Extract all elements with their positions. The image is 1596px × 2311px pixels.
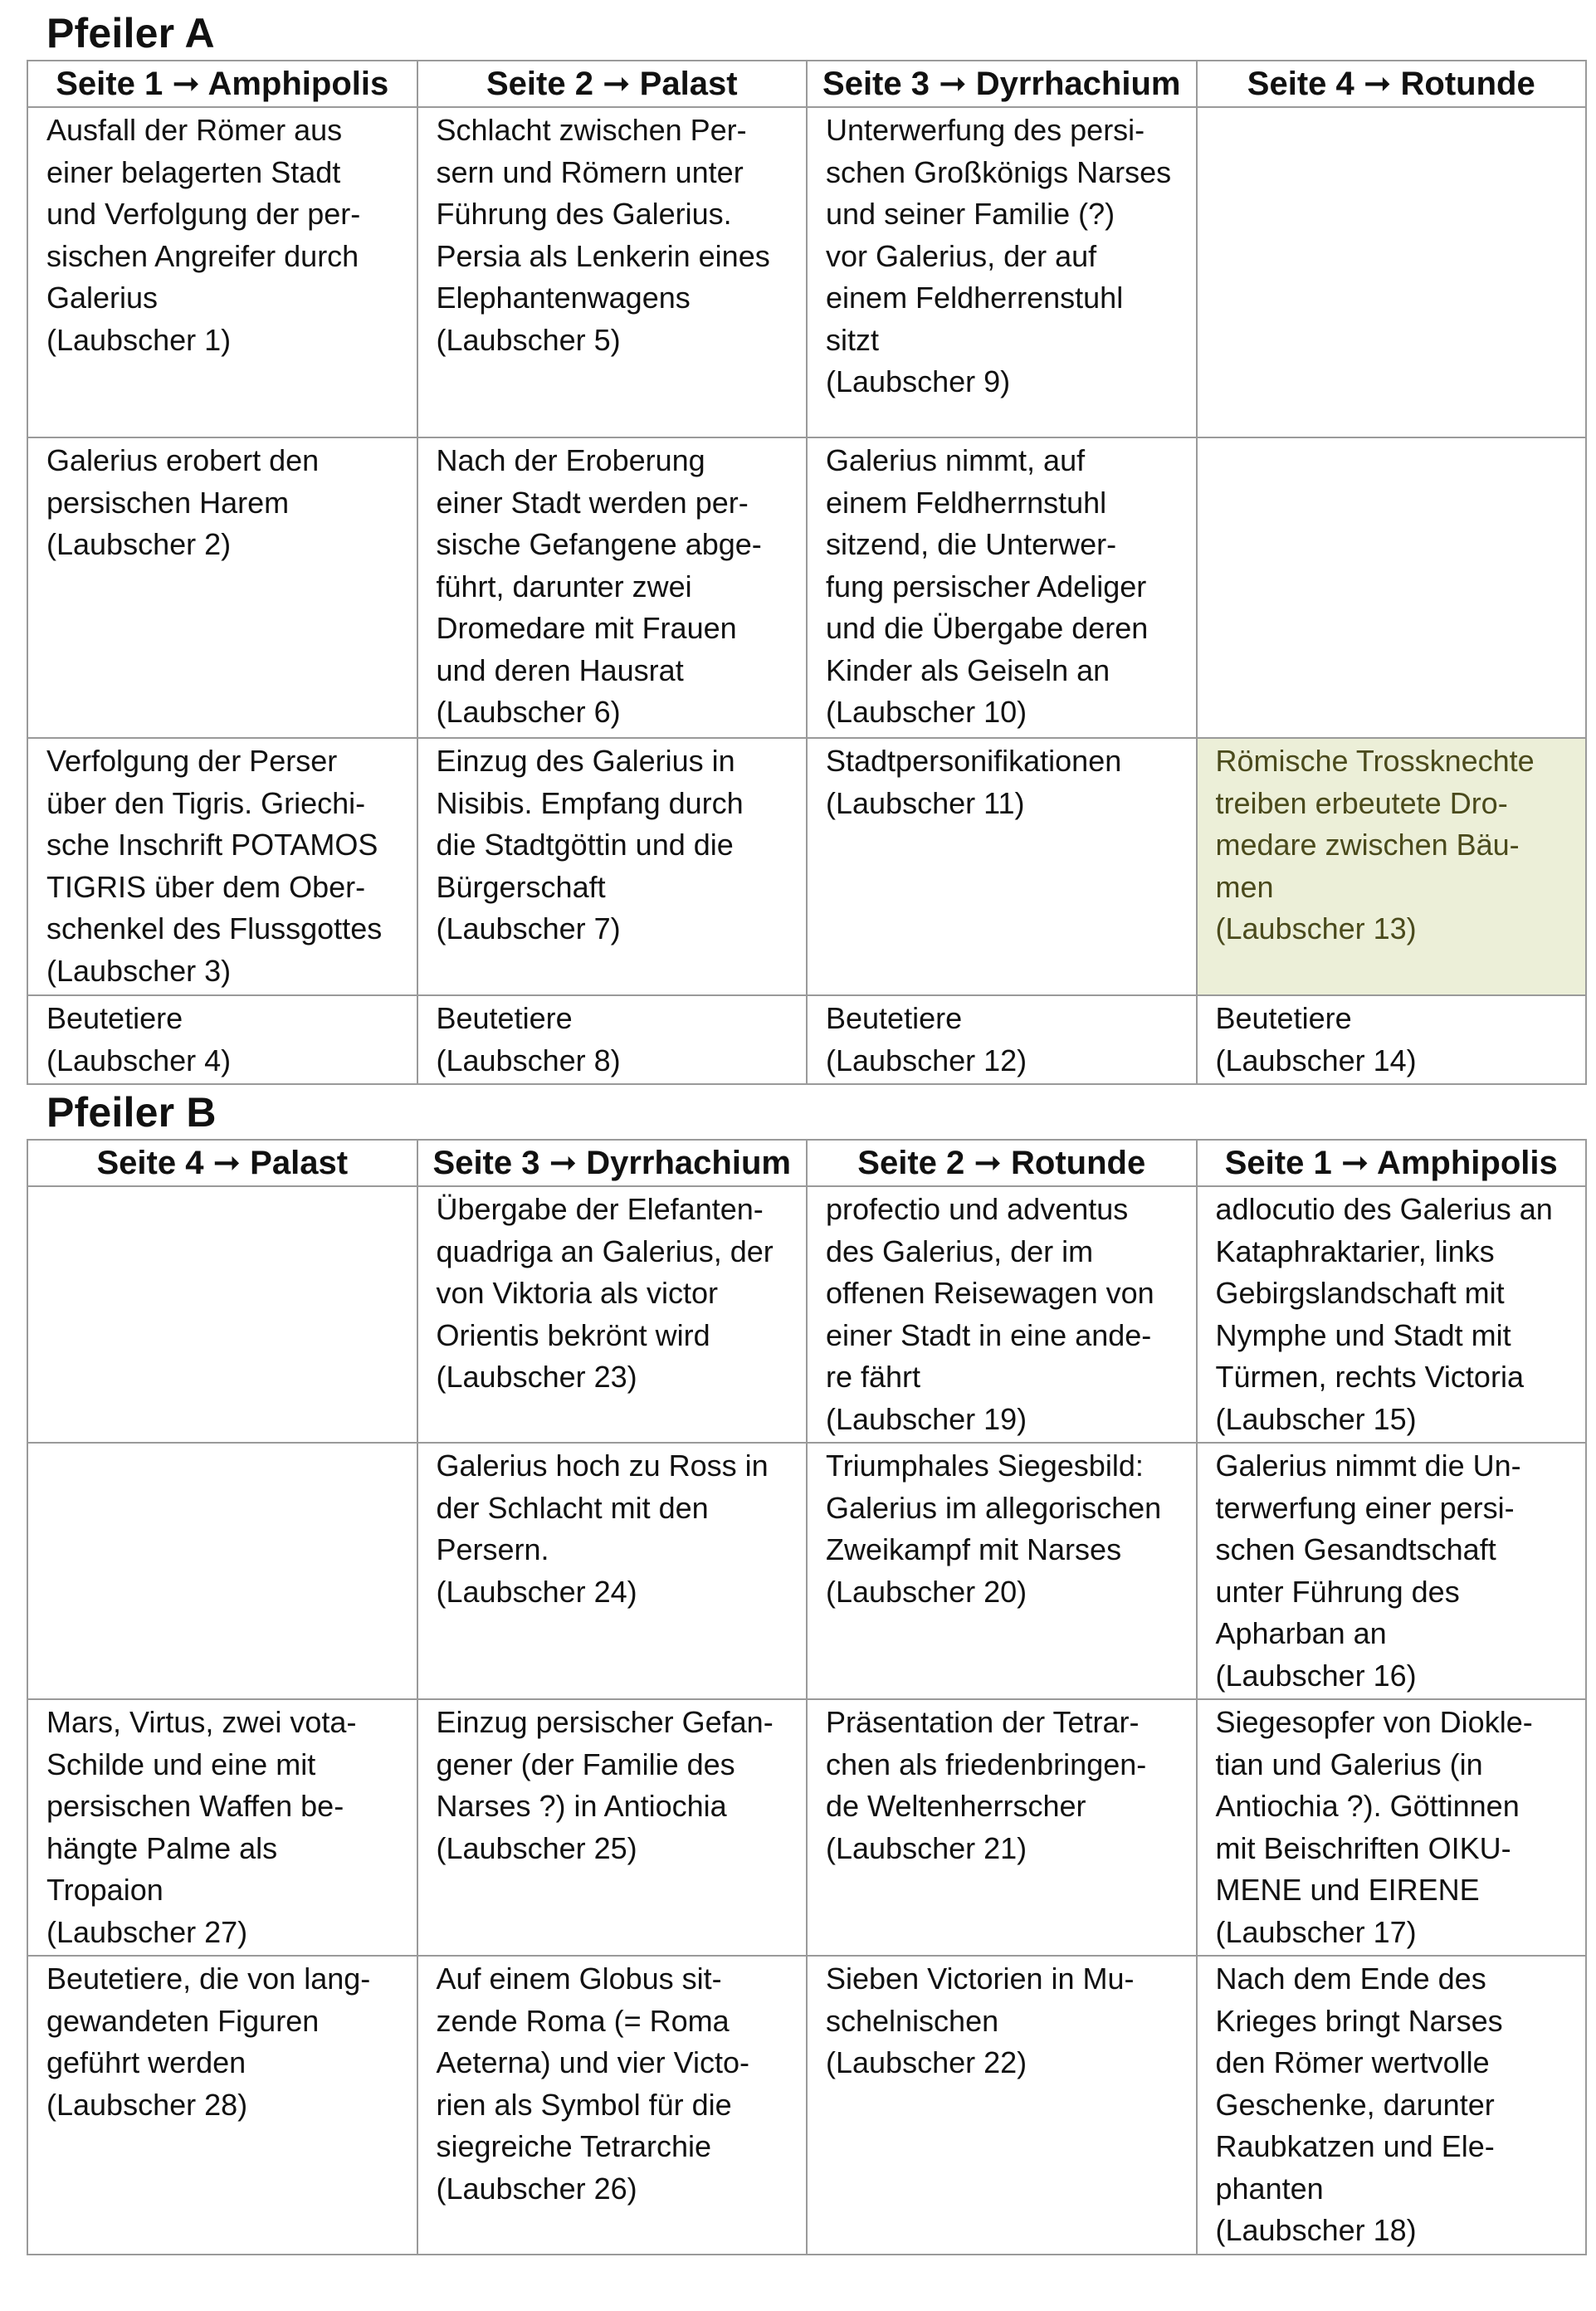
cell-text-line: Nach dem Ende des: [1215, 1962, 1486, 1996]
table-row: [27, 995, 1586, 1084]
cell-text-line: einer belagerten Stadt: [46, 154, 341, 189]
table-cell: [27, 437, 417, 738]
cell-text-line: sischen Angreifer durch: [46, 238, 359, 273]
cell-text-line: über den Tigris. Griechi-: [46, 785, 366, 820]
cell-text-line: tian und Galerius (in: [1215, 1747, 1483, 1781]
cell-text-line: geführt werden: [46, 2045, 246, 2079]
cell-text-line: Auf einem Globus sit-: [436, 1962, 722, 1996]
cell-text-line: medare zwischen Bäu-: [1215, 828, 1520, 862]
table-row: [27, 1956, 1586, 2255]
table-cell: [417, 1443, 808, 1699]
cell-text-line: einem Feldherrnstuhl: [826, 485, 1107, 520]
cell-text-line: Verfolgung der Perser: [46, 744, 338, 778]
table-cell: [27, 107, 417, 437]
table-cell: [27, 1186, 417, 1443]
cell-text-line: und deren Hausrat: [436, 652, 684, 687]
column-header: Seite 2 ➞ Rotunde: [807, 1140, 1197, 1186]
cell-text-line: und seiner Familie (?): [826, 197, 1115, 231]
column-header: Seite 3 ➞ Dyrrhachium: [417, 1140, 808, 1186]
table-cell: [1197, 995, 1587, 1084]
table-cell: [27, 1443, 417, 1699]
cell-text-line: Schlacht zwischen Per-: [436, 113, 747, 147]
cell-text-line: (Laubscher 4): [46, 1043, 232, 1077]
cell-text-line: Triumphales Siegesbild:: [826, 1449, 1144, 1483]
cell-text-line: Übergabe der Elefanten-: [436, 1192, 764, 1226]
column-header: Seite 4 ➞ Palast: [27, 1140, 417, 1186]
cell-text-line: Galerius nimmt die Un-: [1215, 1449, 1521, 1483]
cell-text-line: Mars, Virtus, zwei vota-: [46, 1705, 357, 1739]
cell-text-line: Bürgerschaft: [436, 869, 606, 904]
highlighted-cell: [1197, 738, 1587, 995]
table-row: [27, 107, 1586, 437]
cell-text-line: und die Übergabe deren: [826, 611, 1149, 645]
cell-text-line: persischen Harem: [46, 485, 290, 520]
cell-text-line: Galerius nimmt, auf: [826, 443, 1086, 477]
cell-text-line: Beutetiere: [826, 1001, 963, 1035]
cell-text-line: zende Roma (= Roma: [436, 2003, 730, 2038]
cell-text-line: Narses ?) in Antiochia: [436, 1789, 727, 1823]
cell-text-line: Nisibis. Empfang durch: [436, 785, 744, 820]
table-cell: [27, 1956, 417, 2255]
cell-text-line: schen Großkönigs Narses: [826, 154, 1172, 189]
cell-text-line: einer Stadt werden per-: [436, 485, 749, 520]
cell-text-line: (Laubscher 20): [826, 1574, 1027, 1609]
table-cell: [807, 1956, 1197, 2255]
cell-text-line: quadriga an Galerius, der: [436, 1234, 774, 1268]
cell-text-line: (Laubscher 18): [1215, 2213, 1417, 2247]
cell-text-line: Unterwerfung des persi-: [826, 113, 1145, 147]
table-cell: [417, 1956, 808, 2255]
table-cell: [417, 107, 808, 437]
cell-text-line: Persern.: [436, 1532, 549, 1566]
cell-text-line: des Galerius, der im: [826, 1234, 1094, 1268]
pillar-a-table: [27, 60, 1587, 1085]
cell-text-line: fung persischer Adeliger: [826, 569, 1147, 603]
table-row: [27, 738, 1586, 995]
cell-text-line: gewandeten Figuren: [46, 2003, 320, 2038]
cell-text-line: schelnischen: [826, 2003, 999, 2038]
cell-text-line: Einzug des Galerius in: [436, 744, 735, 778]
cell-text-line: Siegesopfer von Diokle-: [1215, 1705, 1533, 1739]
cell-text-line: chen als friedenbringen-: [826, 1747, 1147, 1781]
cell-text-line: (Laubscher 22): [826, 2045, 1027, 2079]
cell-text-line: TIGRIS über dem Ober-: [46, 869, 366, 904]
table-cell: [27, 738, 417, 995]
cell-text-line: gener (der Familie des: [436, 1747, 735, 1781]
table-cell: [807, 995, 1197, 1084]
cell-text-line: Persia als Lenkerin eines: [436, 238, 770, 273]
cell-text-line: den Römer wertvolle: [1215, 2045, 1490, 2079]
column-header: Seite 3 ➞ Dyrrhachium: [807, 61, 1197, 107]
cell-text-line: Galerius hoch zu Ross in: [436, 1449, 769, 1483]
cell-text-line: (Laubscher 16): [1215, 1658, 1417, 1693]
table-cell: [27, 995, 417, 1084]
cell-text-line: führt, darunter zwei: [436, 569, 692, 603]
cell-text-line: Führung des Galerius.: [436, 197, 732, 231]
cell-text-line: (Laubscher 5): [436, 322, 621, 357]
cell-text-line: (Laubscher 8): [436, 1043, 621, 1077]
cell-text-line: Krieges bringt Narses: [1215, 2003, 1503, 2038]
cell-text-line: Raubkatzen und Ele-: [1215, 2129, 1495, 2163]
column-header: Seite 1 ➞ Amphipolis: [27, 61, 417, 107]
cell-text-line: (Laubscher 3): [46, 953, 232, 988]
cell-text-line: profectio und adventus: [826, 1192, 1129, 1226]
cell-text-line: unter Führung des: [1215, 1574, 1460, 1609]
cell-text-line: Elephantenwagens: [436, 281, 691, 315]
table-cell: [807, 107, 1197, 437]
table-cell: [1197, 107, 1587, 437]
header-row: [27, 1140, 1586, 1186]
cell-text-line: Beutetiere: [46, 1001, 183, 1035]
cell-text-line: (Laubscher 12): [826, 1043, 1027, 1077]
cell-text-line: Sieben Victorien in Mu-: [826, 1962, 1135, 1996]
cell-text-line: Zweikampf mit Narses: [826, 1532, 1122, 1566]
cell-text-line: Aeterna) und vier Victo-: [436, 2045, 750, 2079]
cell-text-line: Kataphraktarier, links: [1215, 1234, 1495, 1268]
column-header: Seite 1 ➞ Amphipolis: [1197, 1140, 1587, 1186]
table-cell: [27, 1699, 417, 1956]
pillar-title: Pfeiler A: [46, 10, 215, 56]
cell-text-line: (Laubscher 10): [826, 695, 1027, 729]
cell-text-line: Römische Trossknechte: [1215, 744, 1535, 778]
pillar-a-section: [27, 0, 1585, 1085]
cell-text-line: sche Inschrift POTAMOS: [46, 828, 378, 862]
cell-text-line: rien als Symbol für die: [436, 2087, 732, 2122]
cell-text-line: Beutetiere, die von lang-: [46, 1962, 371, 1996]
cell-text-line: (Laubscher 2): [46, 527, 232, 561]
cell-text-line: Antiochia ?). Göttinnen: [1215, 1789, 1520, 1823]
table-cell: [417, 738, 808, 995]
cell-text-line: Gebirgslandschaft mit: [1215, 1276, 1505, 1310]
cell-text-line: (Laubscher 21): [826, 1830, 1027, 1865]
table-row: [27, 1699, 1586, 1956]
cell-text-line: (Laubscher 11): [826, 785, 1025, 820]
cell-text-line: (Laubscher 15): [1215, 1401, 1417, 1436]
table-cell: [417, 437, 808, 738]
table-cell: [417, 1699, 808, 1956]
cell-text-line: (Laubscher 24): [436, 1574, 637, 1609]
cell-text-line: (Laubscher 6): [436, 695, 621, 729]
cell-text-line: (Laubscher 25): [436, 1830, 637, 1865]
cell-text-line: Stadtpersonifikationen: [826, 744, 1122, 778]
table-cell: [807, 1699, 1197, 1956]
cell-text-line: phanten: [1215, 2171, 1324, 2206]
table-cell: [1197, 1443, 1587, 1699]
cell-text-line: mit Beischriften OIKU-: [1215, 1830, 1511, 1865]
cell-text-line: (Laubscher 27): [46, 1914, 248, 1949]
cell-text-line: (Laubscher 28): [46, 2087, 248, 2122]
cell-text-line: Apharban an: [1215, 1616, 1387, 1650]
cell-text-line: terwerfung einer persi-: [1215, 1490, 1515, 1525]
cell-text-line: Ausfall der Römer aus: [46, 113, 343, 147]
cell-text-line: einem Feldherrenstuhl: [826, 281, 1124, 315]
cell-text-line: die Stadtgöttin und die: [436, 828, 734, 862]
cell-text-line: einer Stadt in eine ande-: [826, 1317, 1152, 1352]
cell-text-line: (Laubscher 26): [436, 2171, 637, 2206]
cell-text-line: re fährt: [826, 1360, 921, 1394]
cell-text-line: der Schlacht mit den: [436, 1490, 709, 1525]
cell-text-line: men: [1215, 869, 1274, 904]
cell-text-line: Geschenke, darunter: [1215, 2087, 1495, 2122]
cell-text-line: persischen Waffen be-: [46, 1789, 344, 1823]
cell-text-line: offenen Reisewagen von: [826, 1276, 1154, 1310]
table-cell: [807, 1443, 1197, 1699]
cell-text-line: Türmen, rechts Victoria: [1215, 1360, 1524, 1394]
cell-text-line: (Laubscher 9): [826, 364, 1011, 398]
cell-text-line: vor Galerius, der auf: [826, 238, 1097, 273]
cell-text-line: (Laubscher 1): [46, 322, 232, 357]
table-cell: [417, 995, 808, 1084]
cell-text-line: von Viktoria als victor: [436, 1276, 718, 1310]
cell-text-line: (Laubscher 7): [436, 911, 621, 945]
cell-text-line: treiben erbeutete Dro-: [1215, 785, 1508, 820]
cell-text-line: Nach der Eroberung: [436, 443, 705, 477]
pillar-title: Pfeiler B: [46, 1089, 217, 1136]
table-cell: [807, 1186, 1197, 1443]
cell-text-line: (Laubscher 19): [826, 1401, 1027, 1436]
cell-text-line: Dromedare mit Frauen: [436, 611, 737, 645]
cell-text-line: sische Gefangene abge-: [436, 527, 762, 561]
cell-text-line: Beutetiere: [1215, 1001, 1352, 1035]
cell-text-line: sern und Römern unter: [436, 154, 744, 189]
cell-text-line: Kinder als Geiseln an: [826, 652, 1110, 687]
pillar-b-section: [27, 1079, 1585, 2255]
cell-text-line: Einzug persischer Gefan-: [436, 1705, 774, 1739]
cell-text-line: sitzend, die Unterwer-: [826, 527, 1117, 561]
header-row: [27, 61, 1586, 107]
table-cell: [1197, 437, 1587, 738]
cell-text-line: Galerius erobert den: [46, 443, 320, 477]
cell-text-line: sitzt: [826, 322, 880, 357]
cell-text-line: Orientis bekrönt wird: [436, 1317, 710, 1352]
cell-text-line: siegreiche Tetrarchie: [436, 2129, 712, 2163]
table-cell: [807, 738, 1197, 995]
table-row: [27, 1186, 1586, 1443]
cell-text-line: Schilde und eine mit: [46, 1747, 316, 1781]
cell-text-line: schen Gesandtschaft: [1215, 1532, 1496, 1566]
cell-text-line: Nymphe und Stadt mit: [1215, 1317, 1511, 1352]
cell-text-line: schenkel des Flussgottes: [46, 911, 383, 945]
table-cell: [1197, 1186, 1587, 1443]
cell-text-line: Galerius im allegorischen: [826, 1490, 1162, 1525]
column-header: Seite 2 ➞ Palast: [417, 61, 808, 107]
cell-text-line: (Laubscher 13): [1215, 911, 1417, 945]
table-cell: [1197, 1956, 1587, 2255]
table-cell: [807, 437, 1197, 738]
cell-text-line: Galerius: [46, 281, 159, 315]
cell-text-line: Präsentation der Tetrar-: [826, 1705, 1140, 1739]
table-cell: [417, 1186, 808, 1443]
cell-text-line: hängte Palme als: [46, 1830, 278, 1865]
pillar-b-table: [27, 1139, 1587, 2255]
cell-text-line: MENE und EIRENE: [1215, 1873, 1480, 1907]
cell-text-line: (Laubscher 14): [1215, 1043, 1417, 1077]
cell-text-line: und Verfolgung der per-: [46, 197, 361, 231]
table-row: [27, 437, 1586, 738]
column-header: Seite 4 ➞ Rotunde: [1197, 61, 1587, 107]
cell-text-line: (Laubscher 23): [436, 1360, 637, 1394]
cell-text-line: (Laubscher 17): [1215, 1914, 1417, 1949]
cell-text-line: Tropaion: [46, 1873, 164, 1907]
cell-text-line: Beutetiere: [436, 1001, 573, 1035]
cell-text-line: de Weltenherrscher: [826, 1789, 1086, 1823]
table-row: [27, 1443, 1586, 1699]
cell-text-line: adlocutio des Galerius an: [1215, 1192, 1553, 1226]
table-cell: [1197, 1699, 1587, 1956]
